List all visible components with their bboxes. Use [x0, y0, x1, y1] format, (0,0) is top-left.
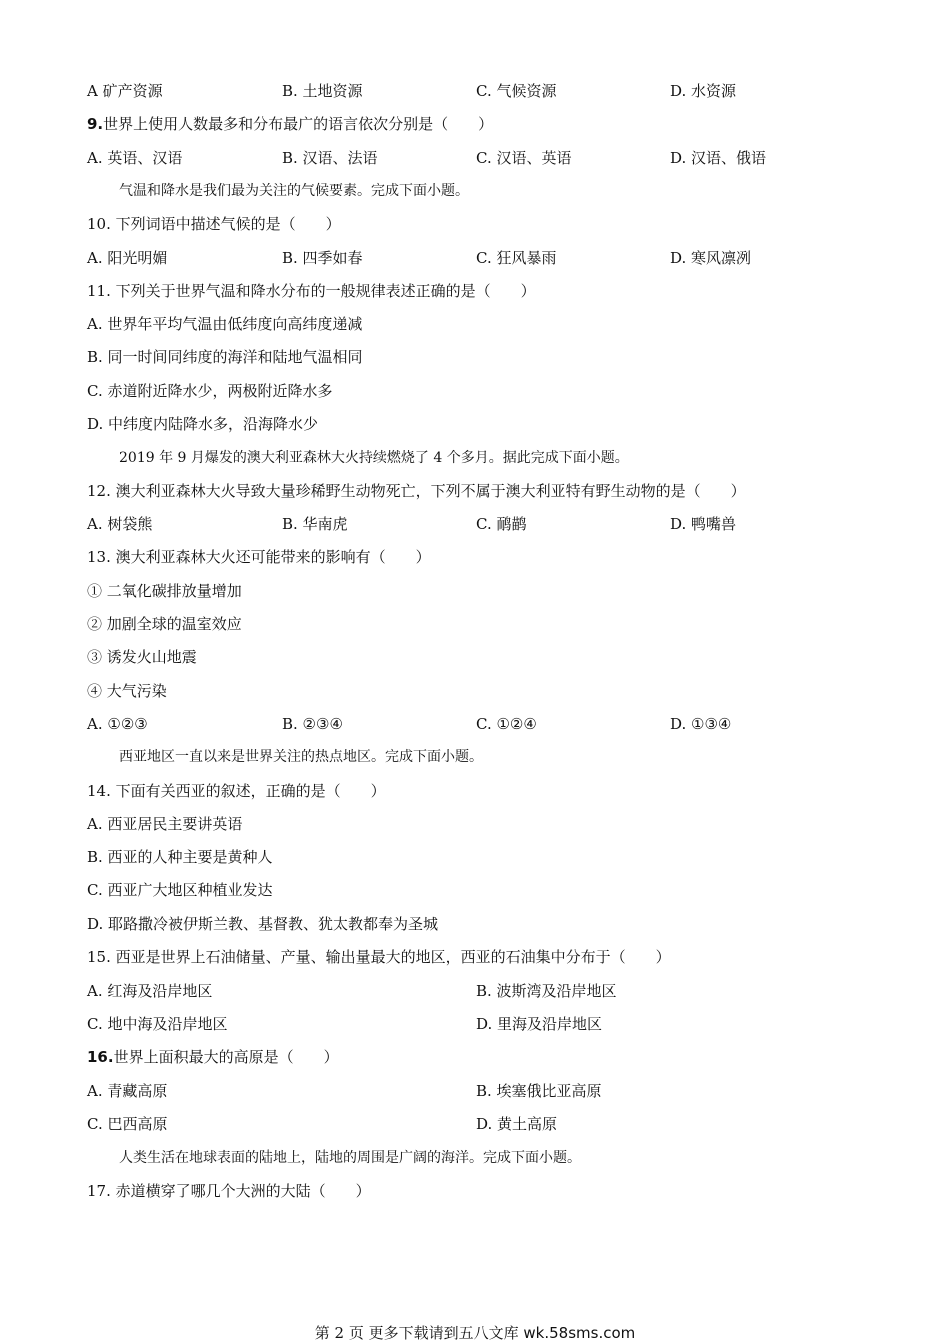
q11-option-d: D. 中纬度内陆降水多，沿海降水少 — [87, 415, 319, 433]
q15-option-c: C. 地中海及沿岸地区 — [87, 1015, 228, 1033]
q8-option-c: C. 气候资源 — [476, 82, 557, 100]
q14-option-d: D. 耶路撒冷被伊斯兰教、基督教、犹太教都奉为圣城 — [87, 915, 439, 933]
q13-option-b: B. ②③④ — [282, 715, 343, 733]
question-15: 15. 西亚是世界上石油储量、产量、输出量最大的地区，西亚的石油集中分布于（ ） — [87, 948, 671, 966]
q9-option-b: B. 汉语、法语 — [282, 149, 378, 167]
q13-option-a: A. ①②③ — [87, 715, 148, 733]
q14-option-c: C. 西亚广大地区种植业发达 — [87, 881, 273, 899]
q11-option-b: B. 同一时间同纬度的海洋和陆地气温相同 — [87, 348, 363, 366]
q8-option-a: A 矿产资源 — [87, 82, 163, 100]
footer-page-text: 第 2 页 更多下载请到五八文库 — [314, 1324, 519, 1342]
q9-option-d: D. 汉语、俄语 — [670, 149, 767, 167]
intro-14: 西亚地区一直以来是世界关注的热点地区。完成下面小题。 — [119, 749, 483, 765]
question-9 — [87, 114, 493, 134]
intro-17: 人类生活在地球表面的陆地上，陆地的周围是广阔的海洋。完成下面小题。 — [119, 1150, 581, 1166]
q13-item-3: ③ 诱发火山地震 — [87, 648, 197, 666]
q16-option-d: D. 黄土高原 — [476, 1115, 558, 1133]
q12-option-a: A. 树袋熊 — [87, 515, 153, 533]
q13-item-4: ④ 大气污染 — [87, 682, 167, 700]
q12-option-c: C. 鸸鹋 — [476, 515, 527, 533]
q10-option-c: C. 狂风暴雨 — [476, 249, 557, 267]
q13-item-1: ① 二氧化碳排放量增加 — [87, 582, 242, 600]
q14-option-b: B. 西亚的人种主要是黄种人 — [87, 848, 273, 866]
question-16-number: 16. — [87, 1048, 114, 1066]
q16-option-b: B. 埃塞俄比亚高原 — [476, 1082, 602, 1100]
q14-option-a: A. 西亚居民主要讲英语 — [87, 815, 243, 833]
question-9-stem: 世界上使用人数最多和分布最广的语言依次分别是（ ） — [103, 115, 494, 133]
q13-option-c: C. ①②④ — [476, 715, 537, 733]
question-10: 10. 下列词语中描述气候的是（ ） — [87, 215, 341, 233]
q9-option-c: C. 汉语、英语 — [476, 149, 572, 167]
q10-option-b: B. 四季如春 — [282, 249, 363, 267]
q13-option-d: D. ①③④ — [670, 715, 732, 733]
question-12: 12. 澳大利亚森林大火导致大量珍稀野生动物死亡，下列不属于澳大利亚特有野生动物的是（ ） — [87, 482, 746, 500]
footer-site-link[interactable]: wk.58sms.com — [523, 1324, 636, 1342]
question-17: 17. 赤道横穿了哪几个大洲的大陆（ ） — [87, 1182, 371, 1200]
q15-option-b: B. 波斯湾及沿岸地区 — [476, 982, 617, 1000]
question-16 — [87, 1047, 339, 1067]
q8-option-b: B. 土地资源 — [282, 82, 363, 100]
q13-item-2: ② 加剧全球的温室效应 — [87, 615, 242, 633]
q12-option-b: B. 华南虎 — [282, 515, 348, 533]
q10-option-a: A. 阳光明媚 — [87, 249, 168, 267]
q11-option-c: C. 赤道附近降水少，两极附近降水多 — [87, 382, 333, 400]
q15-option-a: A. 红海及沿岸地区 — [87, 982, 213, 1000]
question-14: 14. 下面有关西亚的叙述，正确的是（ ） — [87, 782, 386, 800]
q16-option-c: C. 巴西高原 — [87, 1115, 168, 1133]
question-9-number: 9. — [87, 115, 104, 133]
question-13: 13. 澳大利亚森林大火还可能带来的影响有（ ） — [87, 548, 431, 566]
q10-option-d: D. 寒风凛冽 — [670, 249, 752, 267]
question-16-stem: 世界上面积最大的高原是（ ） — [113, 1048, 339, 1066]
q11-option-a: A. 世界年平均气温由低纬度向高纬度递减 — [87, 315, 363, 333]
intro-10: 气温和降水是我们最为关注的气候要素。完成下面小题。 — [119, 183, 469, 199]
page-footer — [0, 1323, 950, 1343]
q12-option-d: D. 鸭嘴兽 — [670, 515, 737, 533]
q15-option-d: D. 里海及沿岸地区 — [476, 1015, 603, 1033]
q9-option-a: A. 英语、汉语 — [87, 149, 183, 167]
question-11: 11. 下列关于世界气温和降水分布的一般规律表述正确的是（ ） — [87, 282, 536, 300]
q8-option-d: D. 水资源 — [670, 82, 737, 100]
intro-12: 2019 年 9 月爆发的澳大利亚森林大火持续燃烧了 4 个多月。据此完成下面小题。 — [119, 450, 629, 466]
q16-option-a: A. 青藏高原 — [87, 1082, 168, 1100]
